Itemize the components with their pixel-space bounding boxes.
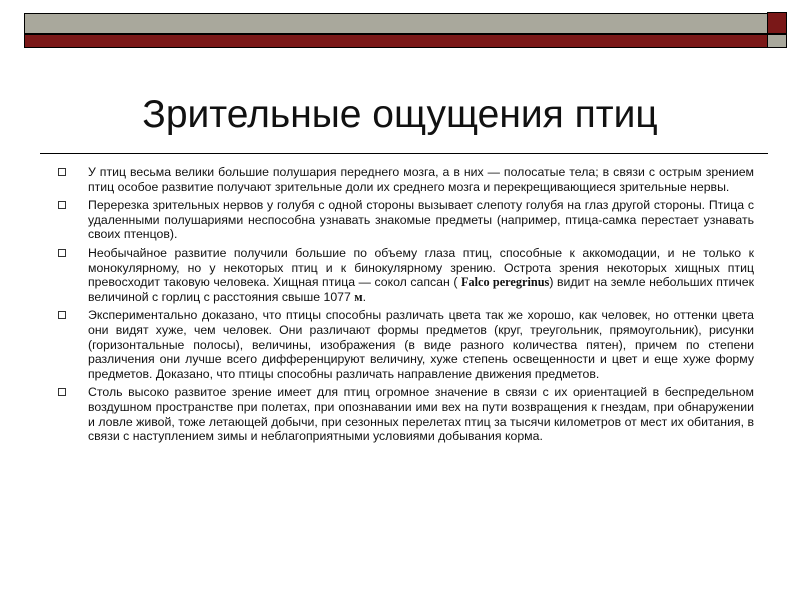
bullet-list xyxy=(72,165,754,448)
species-latin-name: Falco peregrinus xyxy=(460,275,550,290)
bullet-item xyxy=(72,165,754,194)
header-corner-square-bottom xyxy=(767,34,787,48)
header-decor-bar xyxy=(24,13,768,34)
bullet-item xyxy=(72,246,754,304)
bullet-text: . xyxy=(362,289,367,304)
bullet-item xyxy=(72,198,754,242)
bullet-text: Столь высоко развитое зрение имеет для птиц огромное значение в связи с их ориентацией в беспредельном воздушном пространстве при полетах, при опознавании ими вех на пути возвращения к гнездам, при обнаружении и ловле живой, тоже летающей добычи, при сезонных перелетах птиц за тысячи километров от мест их обитания, в связи с наступлением зимы и неблагоприятными условиями добывания корма. xyxy=(88,385,754,444)
unit-label: м xyxy=(354,289,363,304)
bullet-item xyxy=(72,385,754,443)
square-bullet-icon xyxy=(58,311,66,319)
bullet-text: ) видит на земле небольших птичек величиной с горлиц с расстояния свыше 1077 xyxy=(88,275,754,304)
square-bullet-icon xyxy=(58,168,66,176)
header-accent-band xyxy=(24,34,787,48)
header-corner-square-top xyxy=(767,12,787,34)
bullet-text: Перерезка зрительных нервов у голубя с одной стороны вызывает слепоту голубя на глаз другой стороны. Птица с удаленными полушариями неспособна узнавать знакомые предметы (например, птица-самка перестает узнавать своих птенцов). xyxy=(88,198,754,242)
square-bullet-icon xyxy=(58,201,66,209)
title-divider xyxy=(40,153,768,154)
bullet-text: Необычайное развитие получили большие по объему глаза птиц, способные к аккомодации, и не только к монокулярному, но у некоторых птиц и к бинокулярному зрению. Острота зрения некоторых хищных птиц превосходит таковую человека. Хищная птица — сокол сапсан ( xyxy=(88,245,754,290)
square-bullet-icon xyxy=(58,388,66,396)
bullet-item xyxy=(72,308,754,381)
bullet-text: У птиц весьма велики большие полушария переднего мозга, а в них — полосатые тела; в связи с острым зрением птиц особое развитие получают зрительные доли их среднего мозга и перекрещивающиеся зрительные нервы. xyxy=(88,165,754,194)
slide-title: Зрительные ощущения птиц xyxy=(142,93,658,136)
square-bullet-icon xyxy=(58,249,66,257)
bullet-text: Экспериментально доказано, что птицы способны различать цвета так же хорошо, как человек, но оттенки цвета они видят хуже, чем человек. Они различают формы предметов (круг, треугольник, прямоугольник), рисунки (горизонтальные полосы), величины, изображения (в виде разного количества пятен), причем по степени различения они лучше всего дифференцируют величину, хуже степень освещенности и цвет и еще хуже форму предметов. Доказано, что птицы способны различать направление движения предметов. xyxy=(88,308,754,381)
